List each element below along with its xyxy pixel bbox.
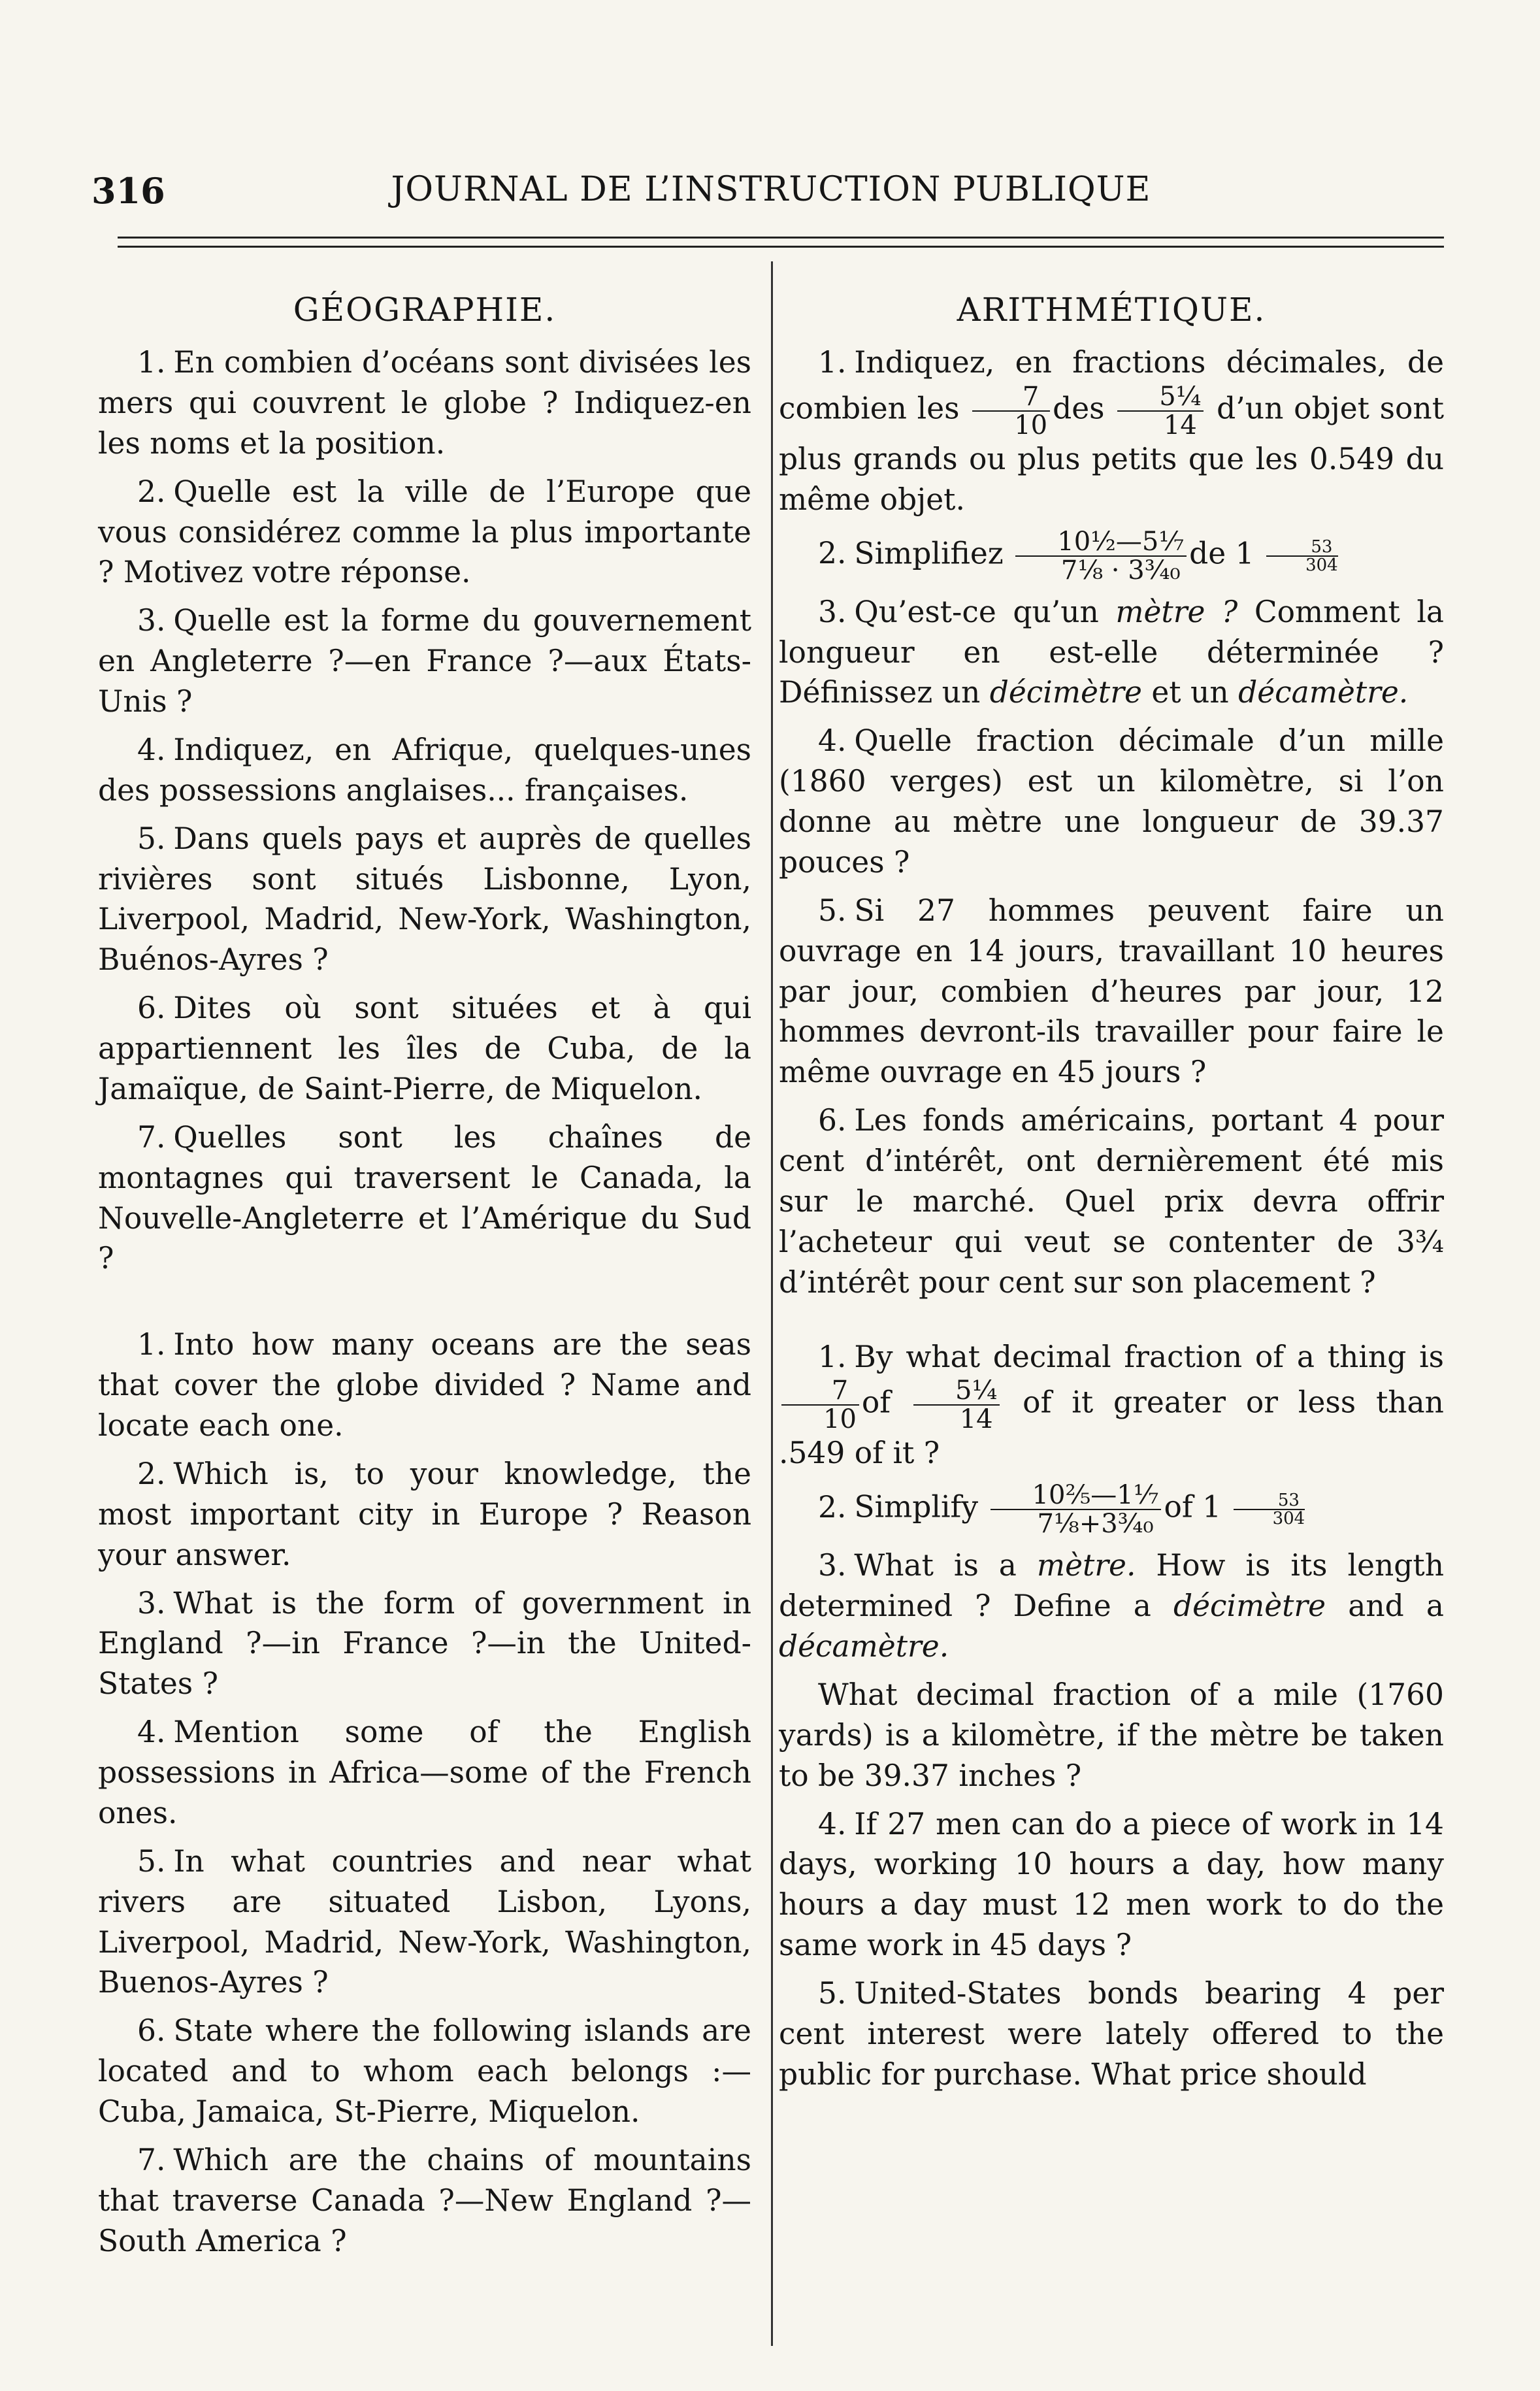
fraction: $\frac{\text{10⅖—1⅐}}{\text{7⅛+3¾₀}}$	[991, 1481, 1162, 1538]
geo-fr-question: 7. Quelles sont les chaînes de montagnes qui traversent le Canada, la Nouvelle-Angleterre et l’Amérique du Sud ?	[98, 1119, 751, 1276]
running-title: JOURNAL DE L’INSTRUCTION PUBLIQUE	[391, 170, 1151, 209]
arith-en-question-3: 3. What is a mètre. How is its length determined ? Define a décimètre and a décamètre.	[779, 1548, 1445, 1664]
arithmetic-title: ARITHMÉTIQUE.	[957, 291, 1266, 329]
arith-fr-question-6: 6. Les fonds américains, portant 4 pour cent d’intérêt, ont dernièrement été mis sur le marché. Quel prix devra offrir l’acheteur qui veut se contenter de 3¾ d’intérêt pour cent sur son placement ?	[779, 1103, 1444, 1300]
arith-en-question-1: 1. By what decimal fraction of a thing is $\frac{7}{10}$ of $\frac{\text{5¼}}{14}$ of it greater or less than .549 of it ?	[779, 1339, 1444, 1471]
geo-fr-question: 6. Dites où sont situées et à qui appartiennent les îles de Cuba, de la Jamaïque, de Saint-Pierre, de Miquelon.	[98, 991, 751, 1106]
geography-column	[98, 288, 751, 2269]
column-divider	[771, 261, 773, 2346]
header-rule-top	[118, 237, 1444, 239]
arith-en-question-2: 2. Simplify $\frac{\text{10⅖—1⅐}}{\text{7⅛+3¾₀}}$ of 1 $\frac{53}{304}$	[818, 1480, 1305, 1540]
fraction: $\frac{\text{5¼}}{14}$	[913, 1377, 1000, 1433]
geo-en-question: 5. In what countries and near what rivers are situated Lisbon, Lyons, Liverpool, Madrid, New-York, Washington, Buenos-Ayres ?	[98, 1843, 751, 2000]
arith-fr-question-2: 2. Simplifiez $\frac{\text{10½—5⅐}}{\text{7⅛ · 3¾₀}}$ de 1 $\frac{53}{304}$	[818, 526, 1338, 585]
section-gap	[98, 1287, 751, 1325]
small-fraction: $\frac{53}{304}$	[1266, 538, 1338, 574]
geo-en-question: 2. Which is, to your knowledge, the most important city in Europe ? Reason your answer.	[98, 1456, 751, 1572]
geo-fr-question: 4. Indiquez, en Afrique, quelques-unes des possessions anglaises... françaises.	[98, 732, 751, 808]
geo-fr-question: 2. Quelle est la ville de l’Europe que vous considérez comme la plus importante ? Motivez votre réponse.	[98, 474, 751, 590]
fraction: $\frac{\text{5¼}}{14}$	[1117, 383, 1204, 439]
geo-en-question: 4. Mention some of the English possessions in Africa—some of the French ones.	[98, 1715, 751, 1830]
header-rule-bottom	[118, 246, 1444, 248]
geo-fr-question: 3. Quelle est la forme du gouvernement en Angleterre ?—en France ?—aux États-Unis ?	[98, 603, 751, 719]
fraction: $\frac{7}{10}$	[781, 1377, 859, 1433]
page-header	[91, 170, 1450, 229]
arith-en-question-unnumbered: What decimal fraction of a mile (1760 yards) is a kilomètre, if the mètre be taken to be 39.37 inches ?	[779, 1677, 1444, 1793]
geography-title: GÉOGRAPHIE.	[293, 291, 557, 329]
page-number: 316	[91, 170, 165, 212]
geo-en-question: 6. State where the following islands are located and to whom each belongs :— Cuba, Jamaica, St-Pierre, Miquelon.	[98, 2013, 751, 2129]
arithmetic-column	[779, 288, 1444, 2103]
arith-fr-question-3: 3. Qu’est-ce qu’un mètre ? Comment la longueur en est-elle déterminée ? Définissez un décimètre et un décamètre.	[779, 594, 1445, 710]
arith-fr-question-1: 1. Indiquez, en fractions décimales, de combien les $\frac{7}{10}$ des $\frac{\text{5¼}}{14}$ d’un objet sont plus grands ou plus petits que les 0.549 du même objet.	[779, 345, 1444, 517]
fraction: $\frac{\text{10½—5⅐}}{\text{7⅛ · 3¾₀}}$	[1015, 528, 1187, 584]
arith-en-question-5: 5. United-States bonds bearing 4 per cent interest were lately offered to the public for purchase. What price should	[779, 1976, 1444, 2092]
arith-fr-question-5: 5. Si 27 hommes peuvent faire un ouvrage en 14 jours, travaillant 10 heures par jour, combien d’heures par jour, 12 hommes devront-ils travailler pour faire le même ouvrage en 45 jours ?	[779, 893, 1444, 1090]
arith-en-question-4: 4. If 27 men can do a piece of work in 14 days, working 10 hours a day, how many hours a day must 12 men work to do the same work in 45 days ?	[779, 1806, 1444, 1963]
section-gap	[779, 1311, 1444, 1337]
geo-fr-question: 1. En combien d’océans sont divisées les mers qui couvrent le globe ? Indiquez-en les noms et la position.	[98, 345, 751, 461]
small-fraction: $\frac{53}{304}$	[1234, 1492, 1305, 1527]
fraction: $\frac{7}{10}$	[972, 383, 1050, 439]
geo-en-question: 3. What is the form of government in England ?—in France ?—in the United-States ?	[98, 1585, 751, 1702]
geo-fr-question: 5. Dans quels pays et auprès de quelles rivières sont situés Lisbonne, Lyon, Liverpool, Madrid, New-York, Washington, Buénos-Ayres ?	[98, 821, 751, 978]
geo-en-question: 1. Into how many oceans are the seas that cover the globe divided ? Name and locate each one.	[98, 1327, 751, 1443]
geo-en-question: 7. Which are the chains of mountains that traverse Canada ?—New England ?— South America ?	[98, 2142, 751, 2258]
arith-fr-question-4: 4. Quelle fraction décimale d’un mille (1860 verges) est un kilomètre, si l’on donne au mètre une longueur de 39.37 pouces ?	[779, 723, 1444, 880]
